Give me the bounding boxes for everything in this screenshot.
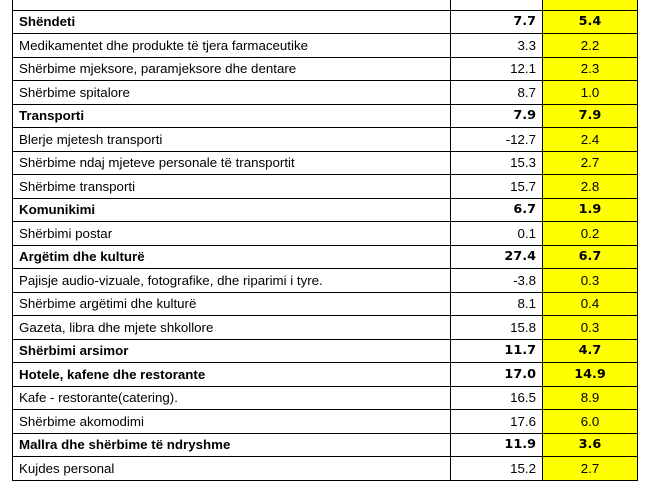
value-cell: 6.7 [451,198,543,222]
highlighted-value-cell: 2.2 [543,34,638,58]
row-label-cell: Shërbime spitalore [13,81,451,105]
table-body [13,0,638,480]
highlighted-value-cell: 0.3 [543,316,638,340]
row-label-cell: Shërbime transporti [13,175,451,199]
highlighted-value-cell [543,0,638,10]
value-cell: 16.5 [451,386,543,410]
value-cell: -12.7 [451,128,543,152]
table-row [13,34,638,58]
value-cell: 11.9 [451,433,543,457]
value-cell: 15.3 [451,151,543,175]
highlighted-value-cell: 2.8 [543,175,638,199]
value-cell: 0.1 [451,222,543,246]
table-row [13,104,638,128]
table-row [13,410,638,434]
value-cell: 12.1 [451,57,543,81]
table-row [13,363,638,387]
value-cell: 11.7 [451,339,543,363]
row-label-cell: Shërbime argëtimi dhe kulturë [13,292,451,316]
table-row [13,339,638,363]
highlighted-value-cell: 2.4 [543,128,638,152]
table-row [13,198,638,222]
highlighted-value-cell: 0.2 [543,222,638,246]
row-label-cell: Shërbimi arsimor [13,339,451,363]
table-row [13,81,638,105]
row-label-cell: Komunikimi [13,198,451,222]
value-cell: -3.8 [451,269,543,293]
table-row [13,128,638,152]
value-cell [451,0,543,10]
highlighted-value-cell: 2.7 [543,457,638,481]
row-label-cell: Kafe - restorante(catering). [13,386,451,410]
table-row [13,10,638,34]
highlighted-value-cell: 8.9 [543,386,638,410]
row-label-cell: Hotele, kafene dhe restorante [13,363,451,387]
value-cell: 17.0 [451,363,543,387]
row-label-cell [13,0,451,10]
table-row [13,386,638,410]
table-row [13,245,638,269]
highlighted-value-cell: 7.9 [543,104,638,128]
row-label-cell: Kujdes personal [13,457,451,481]
row-label-cell: Shërbimi postar [13,222,451,246]
value-cell: 15.7 [451,175,543,199]
highlighted-value-cell: 1.0 [543,81,638,105]
row-label-cell: Shërbime ndaj mjeteve personale të transportit [13,151,451,175]
table-row [13,433,638,457]
highlighted-value-cell: 2.7 [543,151,638,175]
value-cell: 3.3 [451,34,543,58]
value-cell: 27.4 [451,245,543,269]
data-table [12,0,638,481]
table-row [13,316,638,340]
value-cell: 7.9 [451,104,543,128]
table-row [13,222,638,246]
table-row [13,292,638,316]
table-row [13,269,638,293]
highlighted-value-cell: 0.3 [543,269,638,293]
table-row [13,151,638,175]
row-label-cell: Shërbime mjeksore, paramjeksore dhe dentare [13,57,451,81]
value-cell: 15.8 [451,316,543,340]
highlighted-value-cell: 6.0 [543,410,638,434]
table-row [13,57,638,81]
highlighted-value-cell: 1.9 [543,198,638,222]
highlighted-value-cell: 0.4 [543,292,638,316]
value-cell: 7.7 [451,10,543,34]
value-cell: 8.1 [451,292,543,316]
value-cell: 8.7 [451,81,543,105]
row-label-cell: Gazeta, libra dhe mjete shkollore [13,316,451,340]
row-label-cell: Pajisje audio-vizuale, fotografike, dhe riparimi i tyre. [13,269,451,293]
table-row [13,175,638,199]
highlighted-value-cell: 2.3 [543,57,638,81]
row-label-cell: Shërbime akomodimi [13,410,451,434]
row-label-cell: Medikamentet dhe produkte të tjera farmaceutike [13,34,451,58]
highlighted-value-cell: 4.7 [543,339,638,363]
row-label-cell: Argëtim dhe kulturë [13,245,451,269]
value-cell: 15.2 [451,457,543,481]
table-row [13,0,638,10]
row-label-cell: Transporti [13,104,451,128]
highlighted-value-cell: 14.9 [543,363,638,387]
highlighted-value-cell: 3.6 [543,433,638,457]
row-label-cell: Blerje mjetesh transporti [13,128,451,152]
row-label-cell: Mallra dhe shërbime të ndryshme [13,433,451,457]
highlighted-value-cell: 6.7 [543,245,638,269]
highlighted-value-cell: 5.4 [543,10,638,34]
table-row [13,457,638,481]
row-label-cell: Shëndeti [13,10,451,34]
value-cell: 17.6 [451,410,543,434]
